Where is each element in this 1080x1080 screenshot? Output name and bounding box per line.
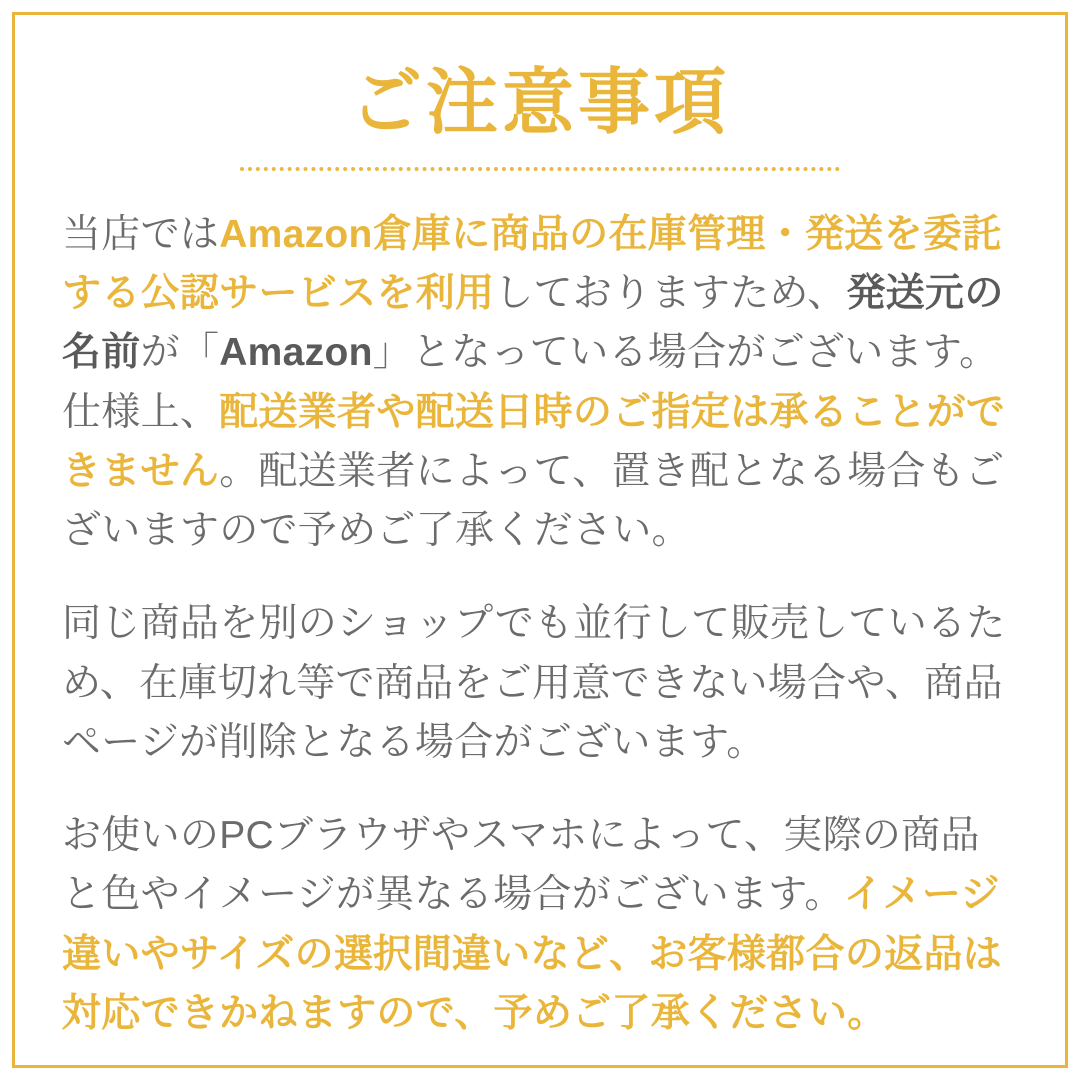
text-run: が「 — [140, 331, 220, 375]
text-run: お使いのPCブラウザやスマホによって、実際の商品と色やイメージが異なる場合がございます。 — [62, 814, 980, 917]
paragraph-stock — [62, 594, 1018, 772]
text-run: イメージ違いやサイズの選択間違いなど、お客様都合の返品は対応できかねますので、予めご了承ください。 — [62, 873, 1003, 1035]
paragraph-shipping — [62, 205, 1018, 561]
text-run: 発送元の名前 — [62, 272, 1004, 375]
notice-body — [62, 205, 1018, 1043]
page-title: ご注意事項 — [349, 63, 730, 143]
text-run: しておりますため、 — [494, 272, 847, 316]
text-run: Amazon倉庫に商品の在庫管理・発送を委託する公認サービスを利用 — [62, 212, 1002, 316]
title-divider — [240, 167, 840, 171]
text-run: Amazon — [219, 331, 373, 375]
text-run: 同じ商品を別のショップでも並行して販売しているため、在庫切れ等で商品をご用意できない場合や、商品ページが削除となる場合がございます。 — [62, 602, 1006, 764]
text-run: 」となっている場合がございます。仕様上、 — [62, 331, 999, 434]
text-run: 当店では — [62, 212, 220, 256]
text-run: 配送業者や配送日時のご指定は承ることができません — [62, 390, 1006, 493]
text-run: 。配送業者によって、置き配となる場合もございますので予めご了承ください。 — [62, 449, 1005, 553]
paragraph-color — [62, 806, 1018, 1043]
